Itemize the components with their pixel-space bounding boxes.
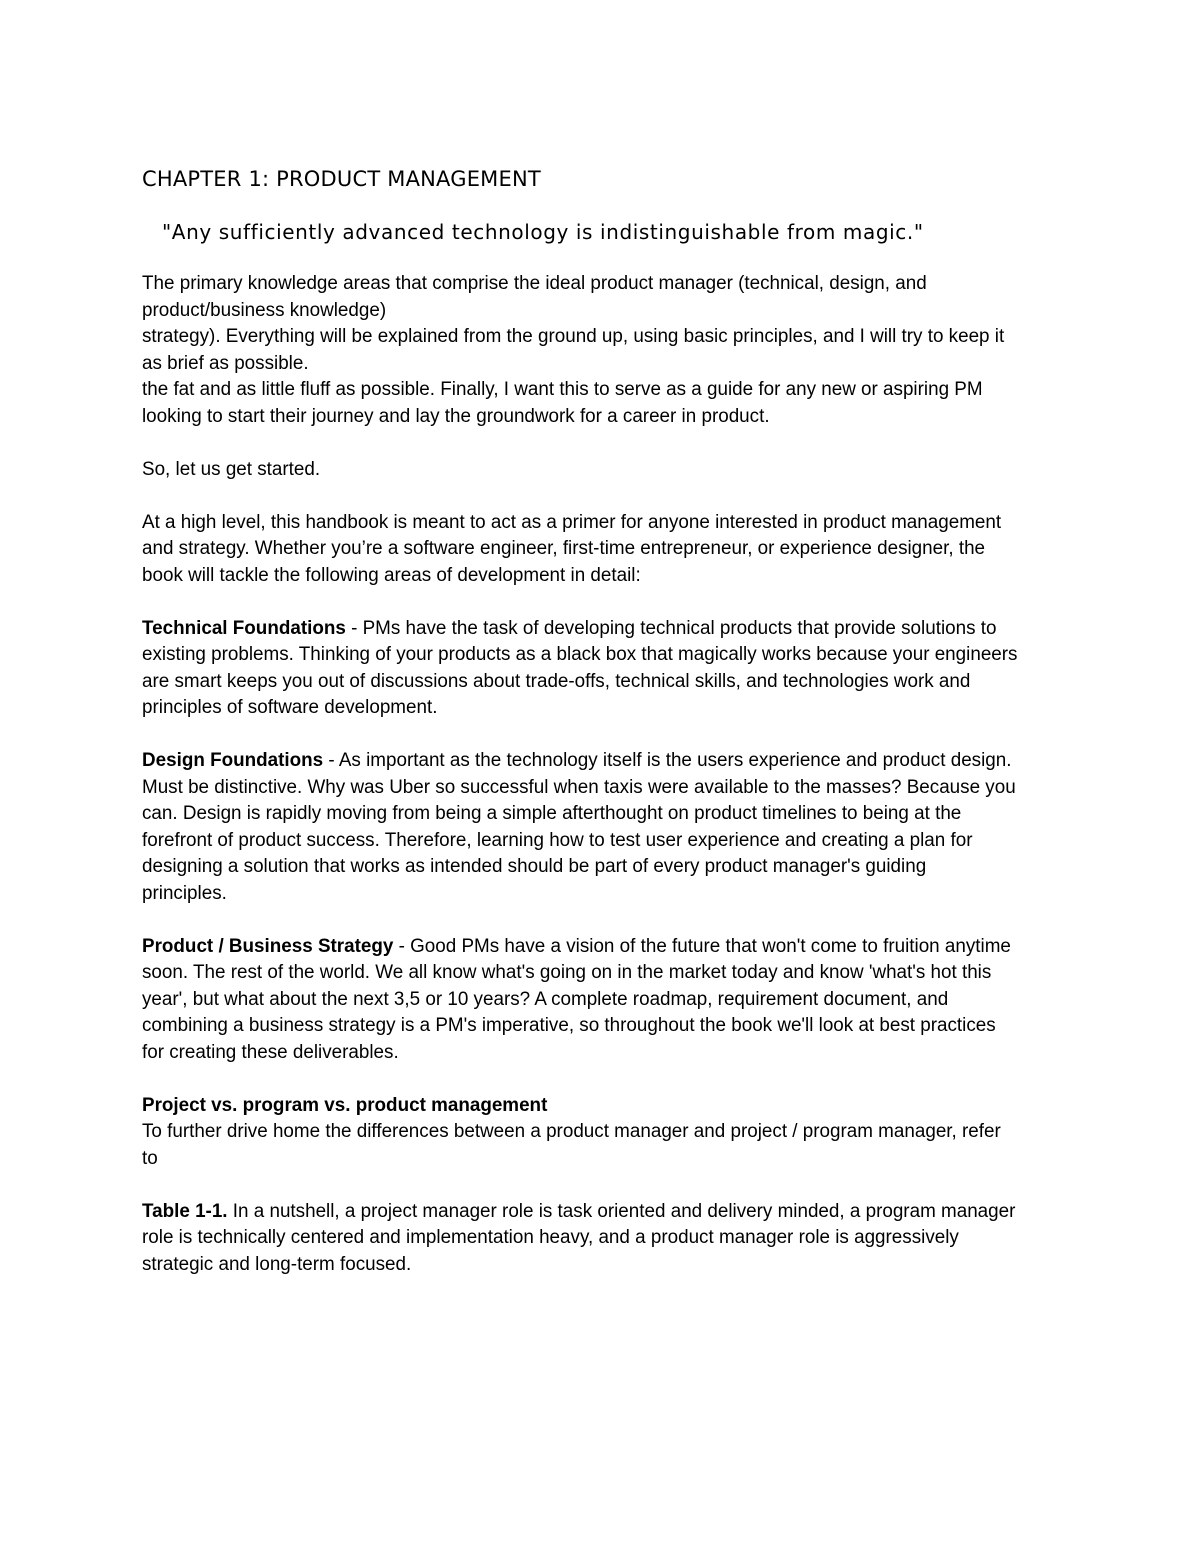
paragraph-gap bbox=[142, 430, 1067, 457]
text-line: At a high level, this handbook is meant to act as a primer for anyone interested in product management bbox=[142, 511, 1002, 533]
text-line: product/business knowledge) bbox=[142, 299, 387, 321]
text-line: designing a solution that works as intended should be part of every product manager's guiding bbox=[142, 856, 927, 877]
text-line: and strategy. Whether you’re a software engineer, first-time entrepreneur, or experience designer, the bbox=[142, 538, 986, 559]
text-line: as brief as possible. bbox=[142, 352, 309, 374]
text-line: role is technically centered and implementation heavy, and a product manager role is aggressively bbox=[142, 1227, 959, 1248]
overview-paragraph bbox=[142, 510, 1067, 590]
section-heading: Product / Business Strategy bbox=[142, 935, 394, 957]
text-line: book will tackle the following areas of development in detail: bbox=[142, 564, 641, 586]
paragraph-gap bbox=[142, 483, 1067, 510]
text-line: combining a business strategy is a PM's imperative, so throughout the book we'll look at best practices bbox=[142, 1015, 996, 1036]
table-reference-paragraph bbox=[142, 1199, 1067, 1279]
text-line: So, let us get started. bbox=[142, 458, 321, 480]
start-paragraph bbox=[142, 457, 1067, 484]
text-line: to bbox=[142, 1147, 158, 1169]
paragraph-gap bbox=[142, 589, 1067, 616]
paragraph-gap bbox=[142, 722, 1067, 749]
text-line: strategy). Everything will be explained from the ground up, using basic principles, and I will try to keep it bbox=[142, 326, 1005, 347]
table-label: Table 1-1. bbox=[142, 1200, 228, 1222]
text-line: looking to start their journey and lay the groundwork for a career in product. bbox=[142, 405, 770, 427]
text-line: principles of software development. bbox=[142, 697, 438, 718]
paragraph-gap bbox=[142, 1172, 1067, 1199]
text-line: can. Design is rapidly moving from being a simple afterthought on product timelines to being at the bbox=[142, 803, 962, 824]
text-line: strategic and long-term focused. bbox=[142, 1253, 412, 1275]
business-strategy-paragraph bbox=[142, 934, 1067, 1067]
text-line: are smart keeps you out of discussions about trade-offs, technical skills, and technologies work and bbox=[142, 670, 971, 692]
paragraph-gap bbox=[142, 907, 1067, 934]
technical-foundations-paragraph bbox=[142, 616, 1067, 722]
text-line: principles. bbox=[142, 882, 227, 904]
body-text bbox=[142, 271, 1067, 1278]
epigraph-quote: "Any sufficiently advanced technology is indistinguishable from magic." bbox=[162, 220, 924, 244]
text-run: - Good PMs have a vision of the future that won't come to fruition anytime bbox=[393, 935, 1011, 957]
project-vs-program-paragraph bbox=[142, 1093, 1067, 1173]
text-line bbox=[142, 1199, 1060, 1226]
paragraph-gap bbox=[142, 1066, 1067, 1093]
text-line: Must be distinctive. Why was Uber so successful when taxis were available to the masses? Because you bbox=[142, 776, 1016, 798]
section-heading: Design Foundations bbox=[142, 750, 324, 771]
text-line: soon. The rest of the world. We all know what's going on in the market today and know 'what's hot this bbox=[142, 962, 992, 983]
intro-paragraph bbox=[142, 271, 1067, 430]
section-heading: Project vs. program vs. product management bbox=[142, 1094, 548, 1116]
text-line bbox=[142, 748, 1060, 775]
section-heading: Technical Foundations bbox=[142, 617, 346, 639]
chapter-title: CHAPTER 1: PRODUCT MANAGEMENT bbox=[142, 167, 541, 191]
text-line bbox=[142, 616, 1060, 643]
text-line: forefront of product success. Therefore, learning how to test user experience and creating a plan for bbox=[142, 829, 973, 851]
text-run: - PMs have the task of developing technical products that provide solutions to bbox=[345, 617, 997, 639]
text-line: for creating these deliverables. bbox=[142, 1041, 399, 1063]
text-line: year', but what about the next 3,5 or 10 years? A complete roadmap, requirement document, and bbox=[142, 988, 949, 1010]
text-line: existing problems. Thinking of your products as a black box that magically works because your engineers bbox=[142, 644, 1018, 665]
text-line: the fat and as little fluff as possible. Finally, I want this to serve as a guide for any new or aspiring PM bbox=[142, 379, 983, 400]
text-line: To further drive home the differences between a product manager and project / program manager, refer bbox=[142, 1121, 1001, 1142]
text-run: - As important as the technology itself is the users experience and product design. bbox=[323, 750, 1012, 771]
text-run: In a nutshell, a project manager role is task oriented and delivery minded, a program manager bbox=[227, 1200, 1016, 1222]
text-line bbox=[142, 934, 1060, 961]
text-line: The primary knowledge areas that comprise the ideal product manager (technical, design, and bbox=[142, 273, 927, 294]
design-foundations-paragraph bbox=[142, 748, 1067, 907]
